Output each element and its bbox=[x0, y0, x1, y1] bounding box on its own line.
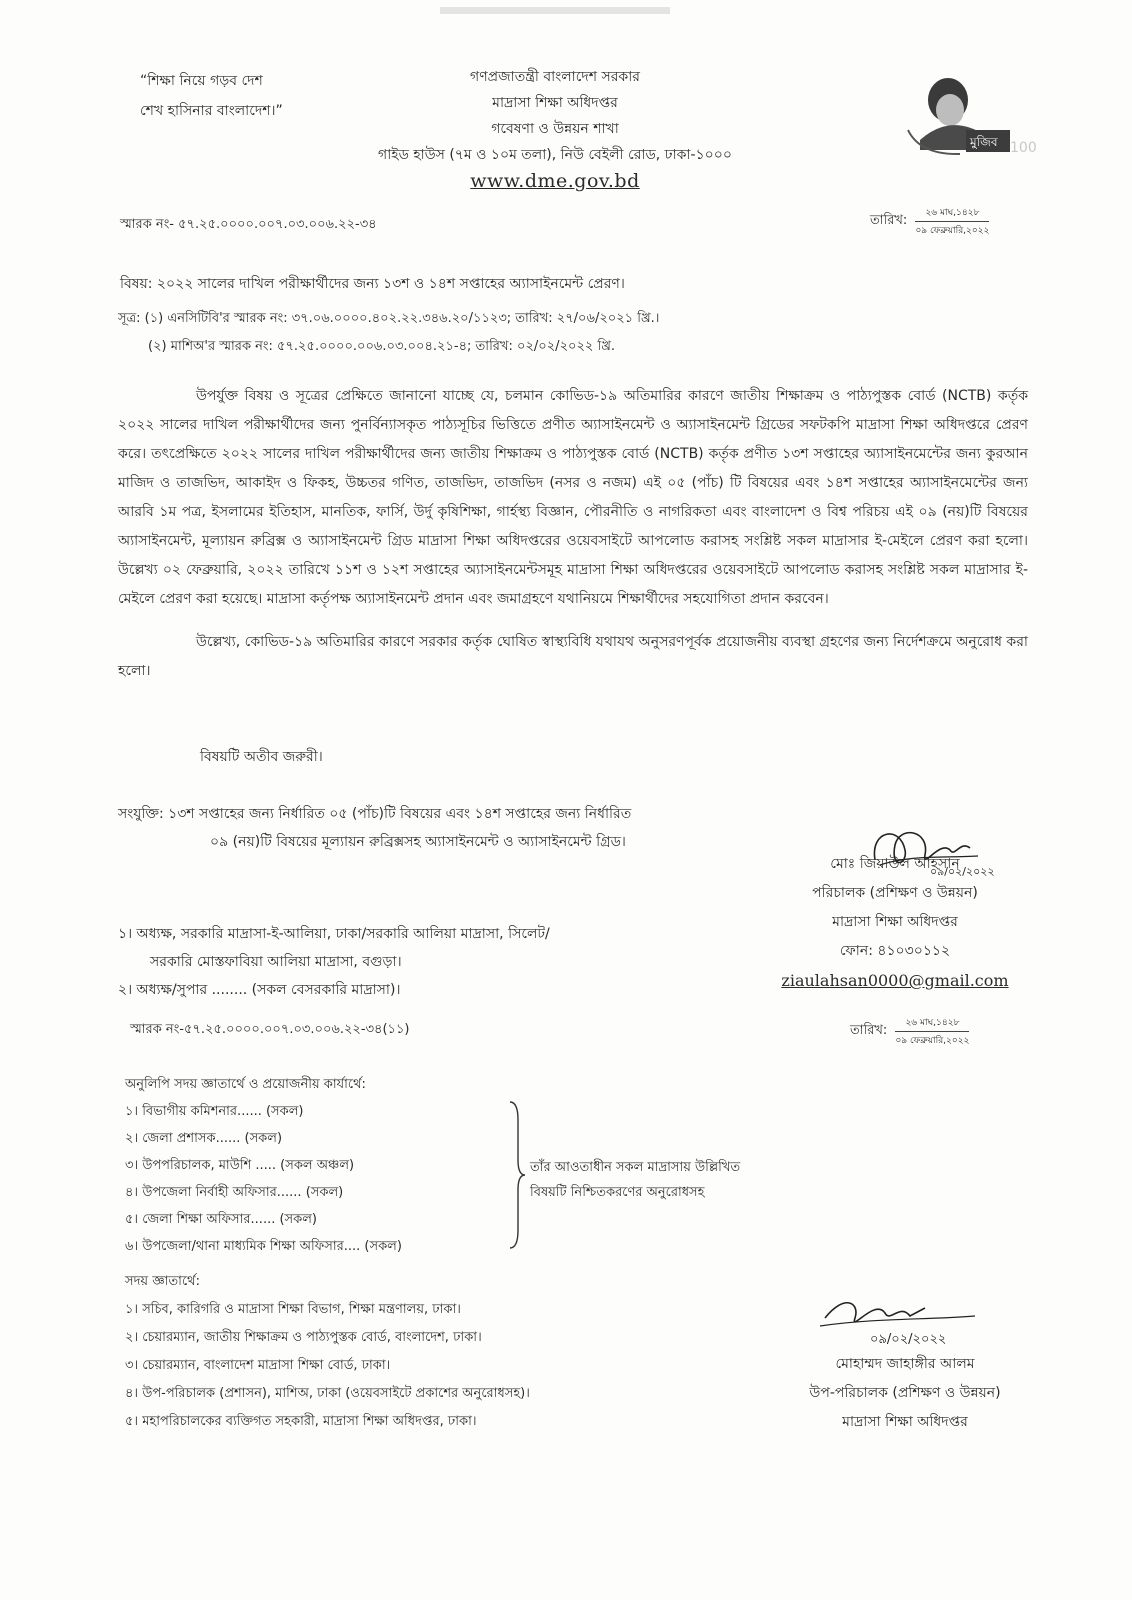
signatory-2-name: মোহাম্মদ জাহাঙ্গীর আলম bbox=[835, 1356, 975, 1372]
signatory-1-email[interactable]: ziaulahsan0000@gmail.com bbox=[781, 971, 1009, 990]
branch-name: গবেষণা ও উন্নয়ন শাখা bbox=[491, 121, 619, 137]
govt-name: গণপ্রজাতন্ত্রী বাংলাদেশ সরকার bbox=[470, 69, 640, 85]
signatory-1-name: মোঃ জিয়াউল আহসান bbox=[830, 856, 960, 872]
date-bangla-2: ২৬ মাঘ,১৪২৮ bbox=[895, 1015, 969, 1032]
website-link[interactable]: www.dme.gov.bd bbox=[470, 170, 640, 192]
body-paragraph-1: উপর্যুক্ত বিষয় ও সূত্রের প্রেক্ষিতে জানানো যাচ্ছে যে, চলমান কোভিড-১৯ অতিমারির কারণে জাতীয় শিক্ষাক্রম ও পাঠ্যপুস্তক বোর্ড (NCTB) কর্তৃক ২০২২ সালের দাখিল পরীক্ষার্থীদের জন্য পুনর্বিন্যাসকৃত পাঠ্যসূচির ভিত্তিতে প্রণীত অ্যাসাইনমেন্ট ও অ্যাসাইনমেন্ট গ্রিডের সফটকপি মাদ্রাসা শিক্ষা অধিদপ্তরে প্রেরণ করে। তৎপ্রেক্ষিতে ২০২২ সালের দাখিল পরীক্ষার্থীদের জন্য জাতীয় শিক্ষাক্রম ও পাঠ্যপুস্তক বোর্ড (NCTB) কর্তৃক প্রণীত ১৩শ সপ্তাহের অ্যাসাইনমেন্টের জন্য কুরআন মাজিদ ও তাজভিদ, আকাইদ ও ফিকহ, উচ্চতর গণিত, তাজভিদ, তাজভিদ (নসর ও নজম) এই ০৫ (পাঁচ) টি বিষয়ের এবং ১৪শ সপ্তাহের অ্যাসাইনমেন্টের জন্য আরবি ১ম পত্র, ইসলামের ইতিহাস, মানতিক, ফার্সি, উর্দু কৃষিশিক্ষা, গার্হস্থ্য বিজ্ঞান, পৌরনীতি ও নাগরিকতা এবং বাংলাদেশ ও বিশ্ব পরিচয় এই ০৯ (নয়)টি বিষয়ের অ্যাসাইনমেন্ট, মূল্যায়ন রুব্রিক্স ও অ্যাসাইনমেন্ট গ্রিড মাদ্রাসা শিক্ষা অধিদপ্তরের ওয়েবসাইটে আপলোড করাসহ সংশ্লিষ্ট সকল মাদ্রাসার ই-মেইলে প্রেরণ করা হলো। উল্লেখ্য ০২ ফেব্রুয়ারি, ২০২২ তারিখে ১১শ ও ১২শ সপ্তাহের অ্যাসাইনমেন্টসমূহ মাদ্রাসা শিক্ষা অধিদপ্তরের ওয়েবসাইটে আপলোড করাসহ সংশ্লিষ্ট সকল মাদ্রাসার ই-মেইলে প্রেরণ করা হয়েছে। মাদ্রাসা কর্তৃপক্ষ অ্যাসাইনমেন্ট প্রদান এবং জমাগ্রহণে যথানিয়মে শিক্ষার্থীদের সহযোগিতা প্রদান করবেন। bbox=[118, 388, 1028, 607]
brace-icon bbox=[508, 1100, 526, 1250]
signatory-2-block bbox=[770, 1350, 1040, 1437]
copy-item-5: ৫। জেলা শিক্ষা অফিসার...... (সকল) bbox=[125, 1212, 317, 1227]
attachment-line-2: ০৯ (নয়)টি বিষয়ের মূল্যায়ন রুব্রিক্সসহ অ্যাসাইনমেন্ট ও অ্যাসাইনমেন্ট গ্রিড। bbox=[210, 834, 626, 850]
memo-number-2: স্মারক নং-৫৭.২৫.০০০০.০০৭.০৩.০০৬.২২-৩৪(১১) bbox=[130, 1022, 410, 1037]
copies-title: অনুলিপি সদয় জ্ঞাতার্থে ও প্রয়োজনীয় কার্যার্থে: bbox=[125, 1077, 366, 1092]
office-header bbox=[340, 64, 770, 194]
reference-1: সূত্র: (১) এনসিটিবি'র স্মারক নং: ৩৭.০৬.০০০০.৪০২.২২.৩৪৬.২০/১১২৩; তারিখ: ২৭/০৬/২০২১ খ্রি.। bbox=[118, 311, 660, 326]
slogan-line-1: “শিক্ষা নিয়ে গড়ব দেশ bbox=[140, 73, 263, 89]
signature-1-date: ০৯/০২/২০২২ bbox=[930, 865, 995, 878]
memo-date-2 bbox=[850, 1015, 969, 1048]
directorate-name: মাদ্রাসা শিক্ষা অধিদপ্তর bbox=[492, 95, 618, 111]
references bbox=[118, 305, 659, 361]
slogan bbox=[140, 66, 283, 126]
signatory-2-designation: উপ-পরিচালক (প্রশিক্ষণ ও উন্নয়ন) bbox=[809, 1385, 1001, 1401]
recipients-list bbox=[118, 920, 550, 1004]
date-english-2: ০৯ ফেব্রুয়ারি,২০২২ bbox=[895, 1036, 970, 1046]
info-item-5: ৫। মহাপরিচালকের ব্যক্তিগত সহকারী, মাদ্রাসা শিক্ষা অধিদপ্তর, ঢাকা। bbox=[125, 1414, 477, 1429]
info-title: সদয় জ্ঞাতার্থে: bbox=[125, 1274, 200, 1289]
recipient-1-cont: সরকারি মোস্তফাবিয়া আলিয়া মাদ্রাসা, বগুড়া। bbox=[150, 954, 402, 970]
date-label: তারিখ: bbox=[870, 213, 908, 228]
urgent-note: বিষয়টি অতীব জরুরী। bbox=[200, 749, 323, 765]
date-english: ০৯ ফেব্রুয়ারি,২০২২ bbox=[915, 226, 990, 236]
copy-item-1: ১। বিভাগীয় কমিশনার...... (সকল) bbox=[125, 1104, 304, 1119]
signature-2-date: ০৯/০২/২০২২ bbox=[870, 1332, 947, 1347]
body-paragraph-2: উল্লেখ্য, কোভিড-১৯ অতিমারির কারণে সরকার কর্তৃক ঘোষিত স্বাস্থ্যবিধি যথাযথ অনুসরণপূর্বক প্রয়োজনীয় ব্যবস্থা গ্রহণের জন্য নির্দেশক্রমে অনুরোধ করা হলো। bbox=[118, 634, 1028, 679]
info-list bbox=[125, 1296, 530, 1436]
signatory-1-office: মাদ্রাসা শিক্ষা অধিদপ্তর bbox=[832, 914, 958, 930]
subject-line: বিষয়: ২০২২ সালের দাখিল পরীক্ষার্থীদের জন্য ১৩শ ও ১৪শ সপ্তাহের অ্যাসাইনমেন্ট প্রেরণ। bbox=[120, 276, 625, 292]
signature-2 bbox=[815, 1288, 995, 1348]
mujib-centenary-logo bbox=[900, 70, 1037, 160]
memo-number: স্মারক নং- ৫৭.২৫.০০০০.০০৭.০৩.০০৬.২২-৩৪ bbox=[120, 217, 377, 232]
info-item-4: ৪। উপ-পরিচালক (প্রশাসন), মাশিঅ, ঢাকা (ওয়েবসাইটে প্রকাশের অনুরোধসহ)। bbox=[125, 1386, 530, 1401]
copy-item-6: ৬। উপজেলা/থানা মাধ্যমিক শিক্ষা অফিসার.... (সকল) bbox=[125, 1239, 402, 1254]
signatory-1-designation: পরিচালক (প্রশিক্ষণ ও উন্নয়ন) bbox=[812, 885, 978, 901]
recipient-1: ১। অধ্যক্ষ, সরকারি মাদ্রাসা-ই-আলিয়া, ঢাকা/সরকারি আলিয়া মাদ্রাসা, সিলেট/ bbox=[118, 926, 550, 942]
signatory-2-office: মাদ্রাসা শিক্ষা অধিদপ্তর bbox=[842, 1414, 968, 1430]
copy-item-4: ৪। উপজেলা নির্বাহী অফিসার...... (সকল) bbox=[125, 1185, 344, 1200]
copies-list bbox=[125, 1098, 402, 1260]
attachment-note bbox=[118, 800, 631, 856]
reference-2: (২) মাশিঅ'র স্মারক নং: ৫৭.২৫.০০০০.০০৬.০৩.০০৪.২১-৪; তারিখ: ০২/০২/২০২২ খ্রি. bbox=[148, 339, 616, 354]
copies-note-line-2: বিষয়টি নিশ্চিতকরণের অনুরোধসহ bbox=[530, 1185, 705, 1200]
date-label-2: তারিখ: bbox=[850, 1023, 888, 1038]
attachment-line-1: সংযুক্তি: ১৩শ সপ্তাহের জন্য নির্ধারিত ০৫ (পাঁচ)টি বিষয়ের এবং ১৪শ সপ্তাহের জন্য নির্ধারিত bbox=[118, 806, 632, 822]
letter-body bbox=[118, 382, 1028, 700]
info-item-1: ১। সচিব, কারিগরি ও মাদ্রাসা শিক্ষা বিভাগ, শিক্ষা মন্ত্রণালয়, ঢাকা। bbox=[125, 1302, 461, 1317]
memo-date bbox=[870, 205, 989, 238]
office-address: গাইড হাউস (৭ম ও ১০ম তলা), নিউ বেইলী রোড, ঢাকা-১০০০ bbox=[378, 147, 732, 163]
signatory-1-block bbox=[760, 820, 1030, 995]
svg-text:100: 100 bbox=[1010, 140, 1037, 156]
copies-note-line-1: তাঁর আওতাধীন সকল মাদ্রাসায় উল্লিখিত bbox=[530, 1160, 741, 1175]
faint-stamp-mark bbox=[440, 4, 670, 18]
copies-note bbox=[530, 1155, 740, 1205]
logo-text: মুজিব bbox=[970, 135, 998, 149]
date-bangla: ২৬ মাঘ,১৪২৮ bbox=[915, 205, 989, 222]
slogan-line-2: শেখ হাসিনার বাংলাদেশ।” bbox=[140, 103, 283, 119]
copy-item-3: ৩। উপপরিচালক, মাউশি ..... (সকল অঞ্চল) bbox=[125, 1158, 355, 1173]
info-item-3: ৩। চেয়ারম্যান, বাংলাদেশ মাদ্রাসা শিক্ষা বোর্ড, ঢাকা। bbox=[125, 1358, 391, 1373]
recipient-2: ২। অধ্যক্ষ/সুপার ........ (সকল বেসরকারি মাদ্রাসা)। bbox=[118, 982, 401, 998]
copy-item-2: ২। জেলা প্রশাসক...... (সকল) bbox=[125, 1131, 283, 1146]
signatory-1-phone: ফোন: ৪১০৩০১১২ bbox=[839, 943, 951, 959]
info-item-2: ২। চেয়ারম্যান, জাতীয় শিক্ষাক্রম ও পাঠ্যপুস্তক বোর্ড, বাংলাদেশ, ঢাকা। bbox=[125, 1330, 482, 1345]
